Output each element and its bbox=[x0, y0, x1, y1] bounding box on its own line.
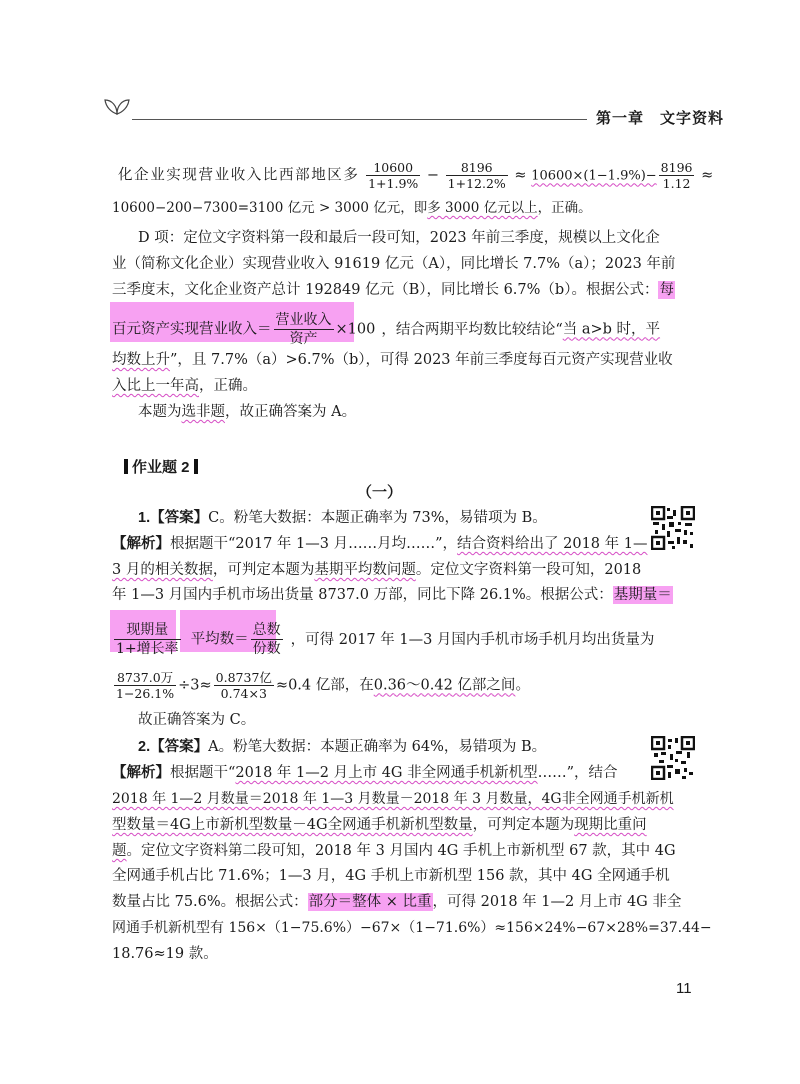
q1-a2-wavy2: 基期平均数问题 bbox=[314, 562, 416, 578]
d-line7 bbox=[138, 402, 356, 422]
d-l4-post: ，结合两期平均数比较结论“ bbox=[381, 321, 563, 338]
fraction-base: $\frac{\text{现期量}}{\text{1+增长率}}$ bbox=[116, 622, 179, 657]
q2-a3-wavy2: 现期比重问 bbox=[574, 817, 647, 833]
d-l3-pre: 三季度末，文化企业资产总计 192849 亿元（B），同比增长 6.7%（b）。根据公式： bbox=[112, 282, 659, 298]
q2-a3-mid: ，可判定本题为 bbox=[472, 817, 575, 833]
qr-code-icon-2[interactable] bbox=[651, 736, 695, 780]
calc-div: ÷3≈ bbox=[178, 677, 212, 694]
q1-a2-wavy: 3 月的相关数据 bbox=[112, 562, 213, 578]
section-bar-left bbox=[124, 459, 128, 474]
q2-answer-text: A。粉笔大数据：本题正确率为 64%，易错项为 B。 bbox=[208, 739, 547, 755]
q2-a6-pre: 数量占比 75.6%。根据公式： bbox=[112, 894, 308, 910]
q2-analysis-label: 【解析】 bbox=[112, 765, 170, 781]
section-title-text: 作业题 2 bbox=[132, 459, 190, 476]
p1-line2 bbox=[112, 198, 592, 218]
p1-l2-post: ，正确。 bbox=[537, 200, 592, 216]
d-l5-post: ”，且 7.7%（a）>6.7%（b），可得 2023 年前三季度每百元资产实现营业收 bbox=[170, 352, 673, 368]
q2-a3-wavy: 型数量＝4G上市新机型数量－4G全网通手机新机型数量 bbox=[112, 817, 473, 833]
qr-code-icon[interactable] bbox=[651, 506, 695, 550]
q2-a4-wavy: 题 bbox=[112, 843, 127, 859]
q1-answer-line bbox=[138, 508, 547, 528]
q1-a2-post: 。定位文字资料第一段可知，2018 bbox=[415, 562, 642, 578]
q1-a-line4 bbox=[112, 621, 654, 658]
d-l4-hl: 百元资产实现营业收入＝ bbox=[112, 321, 272, 338]
q1-a-line2 bbox=[112, 560, 641, 580]
p1-l2-pre: 10600−200−7300=3100 亿元 > 3000 亿元，即 bbox=[112, 200, 428, 216]
q2-a4-post: 。定位文字资料第二段可知，2018 年 3 月国内 4G 手机上市新机型 67 款，其中 4G bbox=[126, 843, 676, 859]
fraction-revenue-assets: $\frac{\text{营业收入}}{\text{资产}}$ bbox=[275, 312, 332, 347]
q2-answer-line bbox=[138, 737, 546, 757]
fraction-average: $\frac{\text{总数}}{\text{份数}}$ bbox=[252, 622, 281, 657]
q2-a-line8: 18.76≈19 款。 bbox=[112, 946, 218, 962]
q2-a2-wavy: 2018 年 1—2 月数量＝2018 年 1—3 月数量－2018 年 3 月数量，4G非全网通手机新机 bbox=[112, 791, 674, 807]
header-rule bbox=[132, 119, 587, 120]
leaf-logo-icon bbox=[103, 96, 131, 116]
q2-a1-wavy: 2018 年 1—2 月上市 4G 非全网通手机新机型 bbox=[235, 765, 538, 781]
d-line4 bbox=[112, 311, 660, 348]
fraction-calc-1: $\frac{\text{8737.0万}}{1-26.1\%}$ bbox=[116, 670, 175, 701]
calc-wavy: 0.36～0.42 亿部之间 bbox=[373, 677, 516, 694]
p1-l1-pre: 化企业实现营业收入比西部地区多 bbox=[118, 167, 360, 184]
q1-a3-pre: 年 1—3 月国内手机市场出货量 8737.0 万部，同比下降 26.1%。根据公式： bbox=[112, 587, 613, 603]
approx-sign: ≈ bbox=[514, 167, 527, 184]
calc-end: 。 bbox=[515, 677, 530, 694]
d-l7-pre: 本题为 bbox=[138, 404, 182, 420]
q1-answer-text: C。粉笔大数据：本题正确率为 73%，易错项为 B。 bbox=[208, 510, 547, 526]
calc-post: ≈0.4 亿部，在 bbox=[275, 677, 374, 694]
fraction-2: $\frac{8196}{1+12.2\%}$ bbox=[447, 160, 506, 191]
q2-a6-hl: 部分＝整体 × 比重 bbox=[308, 894, 432, 910]
q2-answer-label: 2.【答案】 bbox=[138, 739, 209, 755]
q1-a1-pre: 根据题干“2017 年 1—3 月……月均……”， bbox=[170, 536, 458, 552]
section-title bbox=[120, 456, 202, 477]
section-bar-right bbox=[194, 459, 198, 474]
page-number: 11 bbox=[676, 980, 692, 997]
subsection-heading: （一） bbox=[357, 484, 403, 501]
q2-a1-post: ……”，结合 bbox=[537, 765, 618, 781]
d-l4-wavy: 当 a>b 时，平 bbox=[562, 321, 661, 338]
q1-a2-mid: ，可判定本题为 bbox=[212, 562, 315, 578]
p1-l2-wavy: 多 3000 亿元以上 bbox=[427, 200, 538, 216]
d-l7-post: ，故正确答案为 A。 bbox=[225, 404, 357, 420]
q2-a-line2 bbox=[112, 789, 674, 809]
q2-a-line1 bbox=[112, 763, 618, 783]
d-l6-post: ，正确。 bbox=[199, 378, 257, 394]
fraction-1: $\frac{10600}{1+1.9\%}$ bbox=[368, 160, 419, 191]
q1-a1-wavy: 结合资料给出了 2018 年 1— bbox=[457, 536, 648, 552]
q1-answer-label: 1.【答案】 bbox=[138, 510, 209, 526]
q1-a4-post: ，可得 2017 年 1—3 月国内手机市场手机月均出货量为 bbox=[290, 631, 655, 648]
q2-a-line6 bbox=[112, 892, 681, 912]
p1-line1 bbox=[118, 160, 713, 191]
avg-pre: 平均数＝ bbox=[190, 631, 249, 648]
q1-a-line3 bbox=[112, 585, 673, 605]
d-line1: D 项：定位文字资料第一段和最后一段可知，2023 年前三季度，规模以上文化企 bbox=[138, 230, 660, 246]
q2-a-line7: 网通手机新机型有 156×（1−75.6%）−67×（1−71.6%）≈156×24%−67×28%=37.44− bbox=[112, 920, 712, 936]
minus-sign: − bbox=[426, 167, 440, 184]
d-l5-wavy: 均数上升 bbox=[112, 352, 170, 368]
d-l7-wavy: 选非题 bbox=[181, 404, 225, 420]
fraction-calc-2: $\frac{\text{0.8737亿}}{0.74\times 3}$ bbox=[215, 670, 272, 701]
q1-a-line1 bbox=[112, 534, 647, 554]
p1-expr: 10600×(1−1.9%)− bbox=[531, 168, 657, 184]
d-line3 bbox=[112, 280, 675, 300]
q1-analysis-label: 【解析】 bbox=[112, 536, 170, 552]
q1-calc-line bbox=[112, 670, 530, 701]
q1-final: 故正确答案为 C。 bbox=[138, 712, 256, 728]
q2-a6-post: ，可得 2018 年 1—2 月上市 4G 非全 bbox=[432, 894, 682, 910]
d-l3-hl: 每 bbox=[659, 282, 674, 298]
d-l6-wavy: 入比上一年高 bbox=[112, 378, 199, 394]
chapter-title: 第一章 文字资料 bbox=[596, 110, 725, 127]
q2-a1-pre: 根据题干“ bbox=[170, 765, 236, 781]
q2-a-line5: 全网通手机占比 71.6%；1—3 月，4G 手机上市新机型 156 款，其中 4G 全网通手机 bbox=[112, 868, 670, 884]
approx-sign-2: ≈ bbox=[701, 167, 714, 184]
d-l4-times: ×100 bbox=[335, 321, 376, 338]
q2-a-line4 bbox=[112, 841, 676, 861]
q1-a3-hl: 基期量＝ bbox=[613, 587, 672, 603]
fraction-3: $\frac{8196}{1.12}$ bbox=[660, 160, 693, 191]
d-line5 bbox=[112, 350, 673, 370]
d-line6 bbox=[112, 376, 257, 396]
q2-a-line3 bbox=[112, 815, 647, 835]
d-line2: 业（简称文化企业）实现营业收入 91619 亿元（A），同比增长 7.7%（a）；2023 年前 bbox=[112, 256, 676, 272]
